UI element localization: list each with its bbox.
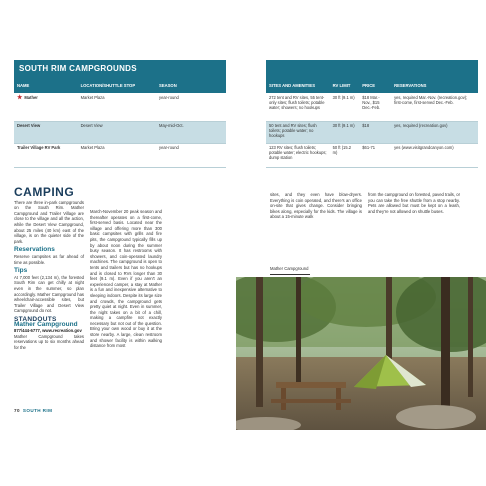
table-row — [14, 143, 226, 167]
cell-location: Market Plaza — [78, 93, 156, 121]
table-row — [14, 93, 226, 121]
cell-season: year-round — [156, 93, 226, 121]
cell-price: $18 — [359, 121, 391, 143]
table-row — [266, 143, 478, 167]
text-column-1 — [14, 185, 84, 352]
star-icon: ★ — [17, 95, 23, 101]
cell-sites: 123 RV sites; flush toilets; potable water; electric hookups; dump station — [266, 143, 330, 167]
text-column-2 — [90, 209, 162, 351]
header-season: SEASON — [156, 78, 226, 93]
mather-paragraph: Mather Campground takes reservations up to six months ahead for the — [14, 333, 84, 350]
mather-paragraph-cont-3: from the campground on forested, paved trails, or you can take the free shuttle from a stop nearby. Pets are allowed but must be kept on a leash, and they're not allowed on shuttle buses. — [368, 192, 460, 214]
cell-sites: 272 tent and RV sites, 55 tent-only sites; flush toilets; potable water; showers; no hookups — [266, 93, 330, 121]
table-title-band — [266, 60, 478, 78]
cell-location: Market Plaza — [78, 143, 156, 167]
page-folio — [14, 408, 52, 413]
text-column-3 — [270, 192, 362, 222]
text-column-4 — [368, 192, 460, 216]
tips-paragraph: At 7,000 feet (2,134 m), the forested South Rim can get chilly at night even in the summer, so plan accordingly. Mather Campground has wheelchair-accessible sites, but Trailer Village and Desert View Campground do not. — [14, 274, 84, 314]
cell-reservations: yes, required Mar.-Nov. (recreation.gov); first-come, first-served Dec.-Feb. — [391, 93, 478, 121]
table-row — [14, 121, 226, 143]
mather-contact: 877/444-6777, www.recreation.gov — [14, 328, 82, 334]
cell-reservations: yes (www.visitgrandcanyon.com) — [391, 143, 478, 167]
cell-reservations: yes, required (recreation.gov) — [391, 121, 478, 143]
cell-rv-limit: 30 ft (9.1 m) — [330, 121, 360, 143]
header-rv-limit: RV LIMIT — [330, 78, 360, 93]
page-number: 70 — [14, 408, 20, 413]
mather-heading: Mather Campground — [14, 321, 78, 329]
header-sites: SITES AND AMENITIES — [266, 78, 330, 93]
cell-location: Desert View — [78, 121, 156, 143]
reservations-heading: Reservations — [14, 246, 55, 254]
header-name: NAME — [14, 78, 78, 93]
caption-rule — [270, 274, 310, 275]
cell-rv-limit: 50 ft (15.2 m) — [330, 143, 360, 167]
table-title: SOUTH RIM CAMPGROUNDS — [14, 60, 226, 78]
cell-name: Desert View — [14, 121, 78, 143]
cell-price: $18 Mar.-Nov., $15 Dec.-Feb. — [359, 93, 391, 121]
cell-season: year-round — [156, 143, 226, 167]
table-row — [266, 121, 478, 143]
cell-rv-limit: 30 ft (9.1 m) — [330, 93, 360, 121]
mather-paragraph-cont-2: sites, and they even have blow-dryers. Everything is coin operated, and there's an office on-site that gives change. Consider bringing bikes along, especially for the kids. The village is about a 15-minute walk — [270, 192, 362, 220]
table-header-row — [14, 78, 226, 93]
campground-table-left — [14, 78, 226, 168]
cell-name: Trailer Village RV Park — [14, 143, 78, 167]
campground-photo — [236, 277, 486, 430]
table-row — [266, 93, 478, 121]
folio-section: SOUTH RIM — [22, 408, 53, 413]
header-price: PRICE — [359, 78, 391, 93]
table-header-row — [266, 78, 478, 93]
tips-heading: Tips — [14, 267, 28, 275]
intro-paragraph: There are three in-park campgrounds on the South Rim. Mather Campground and Trailer Village are close to the village and all the action, while the Desert View Campground, about 25 miles (40 km) east of the village, is on the quieter side of the park. — [14, 199, 84, 244]
mather-paragraph-cont: March-November 20 peak season and thereafter operates on a first-come, first-served basis. Located near the village and offering more than 300 basic campsites with grills and fire pits, the campground typically fills up by about noon during the summer busy season. It has restrooms with showers, and coin-operated laundry machines. The campground is open to tents and trailers but has no hookups and is closed to RVs longer than 30 feet (9.1 m). Even if you aren't an experienced camper, a stay at Mather is a fun and inexpensive alternative to sleeping indoors. Despite its large size and crowds, the campground gets pretty quiet at night. Even in summer, the night takes on a bit of a chill, making a campfire not exactly necessary but not out of the question. Bring your own wood or buy it at the store nearby. A large, clean restroom and shower facility is within walking distance from most — [90, 209, 162, 349]
reservations-paragraph: Reserve campsites as far ahead of time as possible. — [14, 253, 84, 265]
header-location: LOCATION/SHUTTLE STOP — [78, 78, 156, 93]
photo-caption: Mather Campground — [270, 266, 309, 271]
header-reservations: RESERVATIONS — [391, 78, 478, 93]
standouts-heading: STANDOUTS — [14, 315, 57, 323]
campground-table-right — [266, 78, 478, 168]
cell-name: ★ Mather — [14, 93, 78, 121]
cell-season: May-mid-Oct. — [156, 121, 226, 143]
section-heading-camping: CAMPING — [14, 185, 75, 199]
cell-price: $61-71 — [359, 143, 391, 167]
cell-sites: 50 tent and RV sites; flush toilets; potable water; no hookups — [266, 121, 330, 143]
campground-photo-art — [236, 277, 486, 430]
